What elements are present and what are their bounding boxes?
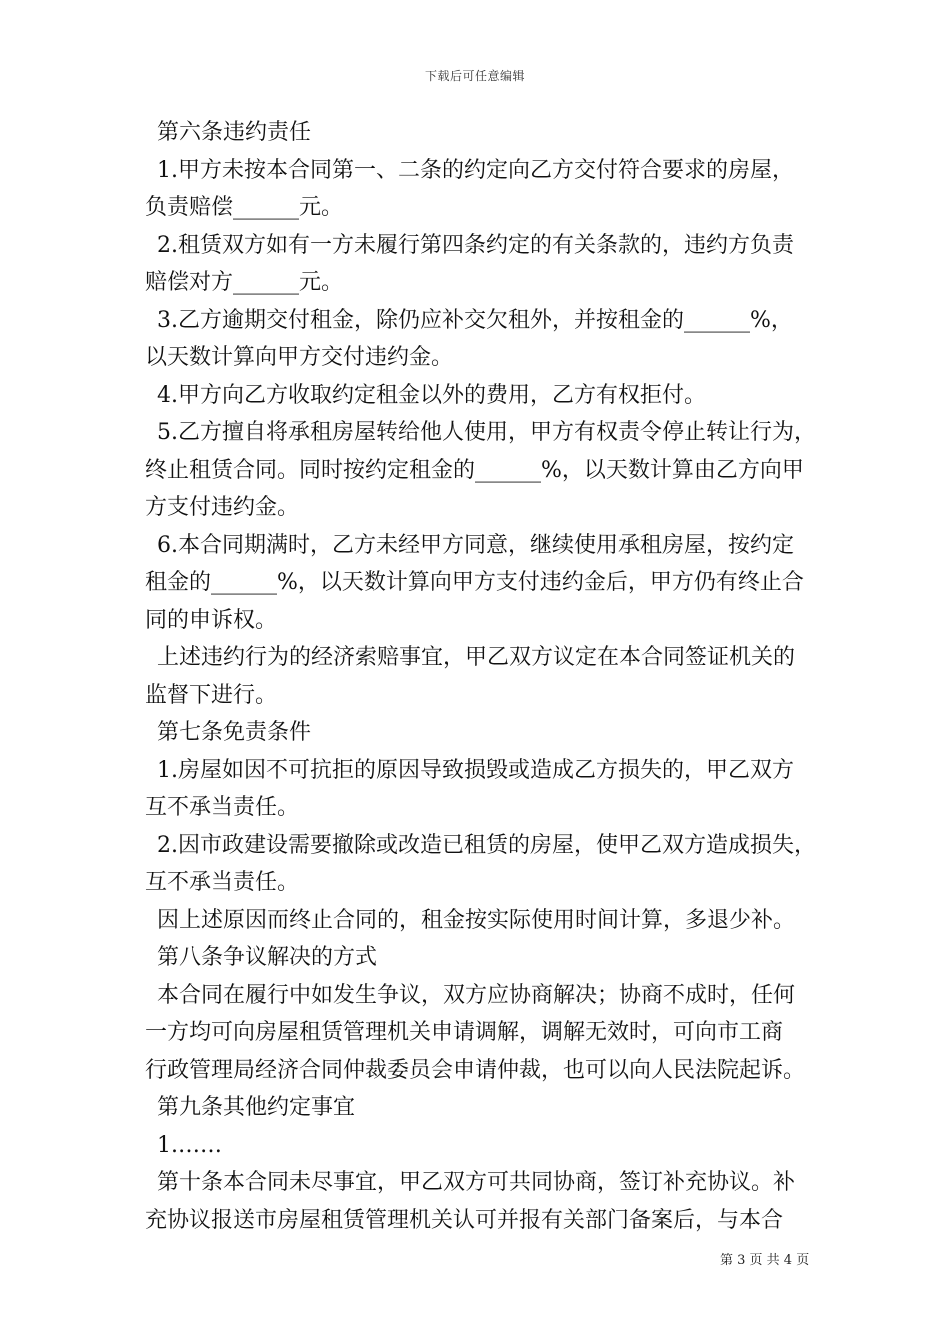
text-line: 方支付违约金。 — [145, 495, 300, 520]
text-line: 一方均可向房屋租赁管理机关申请调解，调解无效时，可向市工商 — [145, 1020, 784, 1045]
text-line: 4.甲方向乙方收取约定租金以外的费用，乙方有权拒付。 — [157, 382, 706, 408]
text-line: 终止租赁合同。同时按约定租金的______%，以天数计算由乙方向甲 — [145, 457, 804, 483]
text-line: 租金的______%，以天数计算向甲方支付违约金后，甲方仍有终止合 — [145, 570, 804, 595]
text-line: 2.租赁双方如有一方未履行第四条约定的有关条款的，违约方负责 — [157, 232, 794, 258]
text-line: 以天数计算向甲方交付违约金。 — [145, 345, 454, 370]
text-line: 1.…… — [157, 1132, 222, 1158]
text-line: 监督下进行。 — [145, 682, 278, 708]
section-heading: 第七条免责条件 — [157, 720, 312, 745]
text-line: 1.甲方未按本合同第一、二条的约定向乙方交付符合要求的房屋， — [157, 157, 794, 183]
page-number: 第 3 页 共 4 页 — [720, 1253, 810, 1268]
section-heading: 第八条争议解决的方式 — [157, 945, 378, 970]
text-line: 负责赔偿______元。 — [145, 195, 344, 220]
text-line: 3.乙方逾期交付租金，除仍应补交欠租外，并按租金的______%， — [157, 307, 793, 333]
text-line: 同的申诉权。 — [145, 607, 278, 633]
text-line: 充协议报送市房屋租赁管理机关认可并报有关部门备案后，与本合 — [145, 1207, 784, 1233]
text-line: 5.乙方擅自将承租房屋转给他人使用，甲方有权责令停止转让行为， — [157, 420, 816, 445]
text-line: 上述违约行为的经济索赔事宜，甲乙双方议定在本合同签证机关的 — [157, 645, 796, 670]
text-line: 因上述原因而终止合同的，租金按实际使用时间计算，多退少补。 — [157, 907, 796, 933]
header-note: 下载后可任意编辑 — [424, 69, 525, 83]
section-heading: 第六条违约责任 — [157, 120, 312, 145]
text-line: 6.本合同期满时，乙方未经甲方同意，继续使用承租房屋，按约定 — [157, 532, 794, 558]
text-line: 赔偿对方______元。 — [145, 270, 344, 295]
section-heading: 第九条其他约定事宜 — [157, 1095, 356, 1120]
text-line: 2.因市政建设需要撤除或改造已租赁的房屋，使甲乙双方造成损失， — [157, 832, 816, 858]
text-line: 互不承当责任。 — [145, 795, 300, 820]
text-line: 1.房屋如因不可抗拒的原因导致损毁或造成乙方损失的，甲乙双方 — [157, 757, 794, 783]
text-line: 本合同在履行中如发生争议，双方应协商解决；协商不成时，任何 — [157, 982, 796, 1008]
text-line: 行政管理局经济合同仲裁委员会申请仲裁，也可以向人民法院起诉。 — [145, 1057, 806, 1083]
text-line: 第十条本合同未尽事宜，甲乙双方可共同协商，签订补充协议。补 — [157, 1170, 796, 1195]
text-line: 互不承当责任。 — [145, 870, 300, 895]
document-body — [145, 114, 815, 1239]
